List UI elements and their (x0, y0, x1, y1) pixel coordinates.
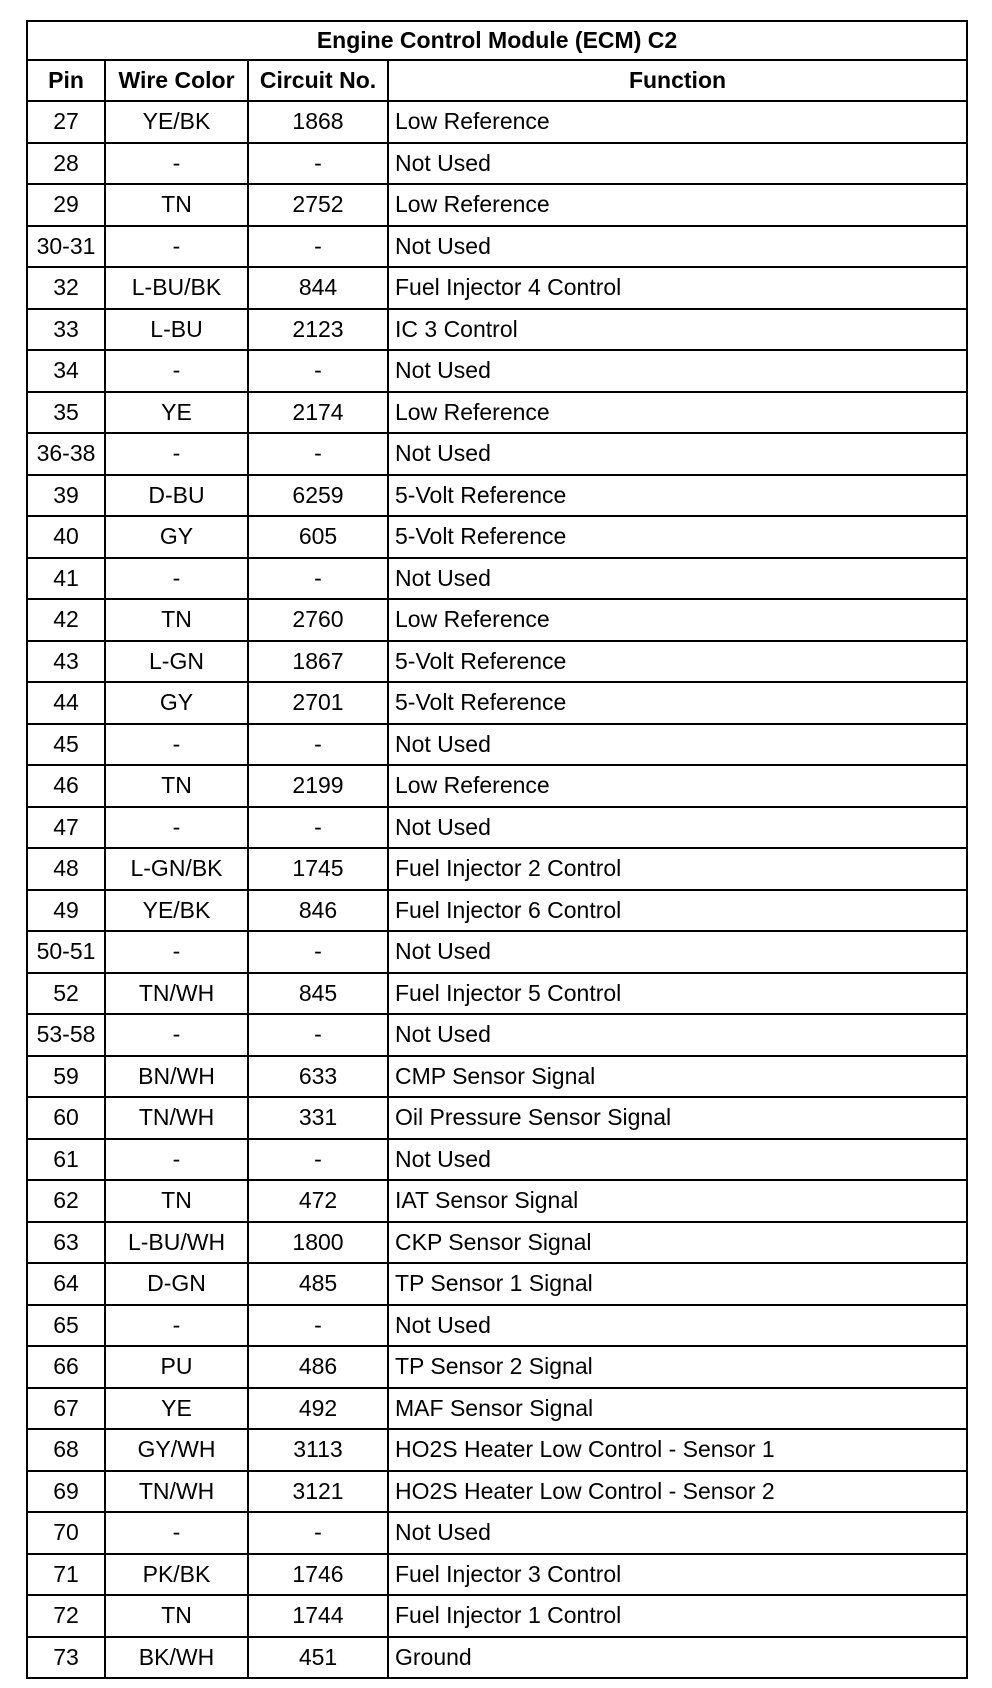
circuit-number-cell: 2174 (248, 392, 388, 434)
pin-cell: 47 (27, 807, 105, 849)
circuit-number-cell: - (248, 724, 388, 766)
circuit-number-cell: 1868 (248, 101, 388, 143)
function-cell: Low Reference (388, 101, 967, 143)
circuit-number-cell: 331 (248, 1097, 388, 1139)
table-title-row (27, 21, 967, 60)
pin-cell: 45 (27, 724, 105, 766)
pin-cell: 66 (27, 1346, 105, 1388)
function-cell: Fuel Injector 6 Control (388, 890, 967, 932)
pin-cell: 70 (27, 1512, 105, 1554)
wire-color-cell: - (105, 807, 248, 849)
circuit-number-cell: 846 (248, 890, 388, 932)
table-row (27, 1305, 967, 1347)
table-row (27, 890, 967, 932)
pin-cell: 27 (27, 101, 105, 143)
column-header-function: Function (388, 60, 967, 101)
pin-cell: 42 (27, 599, 105, 641)
pin-cell: 36-38 (27, 433, 105, 475)
circuit-number-cell: - (248, 1305, 388, 1347)
circuit-number-cell: 1800 (248, 1222, 388, 1264)
wire-color-cell: TN/WH (105, 1471, 248, 1513)
pin-cell: 68 (27, 1429, 105, 1471)
wire-color-cell: YE (105, 1388, 248, 1430)
wire-color-cell: TN (105, 599, 248, 641)
function-cell: Not Used (388, 558, 967, 600)
circuit-number-cell: 2199 (248, 765, 388, 807)
table-row (27, 1056, 967, 1098)
column-header-circuit: Circuit No. (248, 60, 388, 101)
table-row (27, 931, 967, 973)
circuit-number-cell: - (248, 558, 388, 600)
table-row (27, 1388, 967, 1430)
function-cell: Not Used (388, 1014, 967, 1056)
function-cell: 5-Volt Reference (388, 475, 967, 517)
function-cell: Not Used (388, 143, 967, 185)
wire-color-cell: L-BU (105, 309, 248, 351)
column-header-row (27, 60, 967, 101)
pin-cell: 39 (27, 475, 105, 517)
wire-color-cell: - (105, 433, 248, 475)
function-cell: Not Used (388, 807, 967, 849)
wire-color-cell: L-GN/BK (105, 848, 248, 890)
function-cell: Not Used (388, 931, 967, 973)
table-row (27, 516, 967, 558)
wire-color-cell: PU (105, 1346, 248, 1388)
circuit-number-cell: 492 (248, 1388, 388, 1430)
function-cell: Fuel Injector 3 Control (388, 1554, 967, 1596)
table-row (27, 309, 967, 351)
circuit-number-cell: 605 (248, 516, 388, 558)
function-cell: Not Used (388, 433, 967, 475)
wire-color-cell: TN (105, 765, 248, 807)
function-cell: Ground (388, 1637, 967, 1679)
pin-cell: 32 (27, 267, 105, 309)
pin-cell: 67 (27, 1388, 105, 1430)
circuit-number-cell: 485 (248, 1263, 388, 1305)
table-row (27, 1180, 967, 1222)
circuit-number-cell: 2123 (248, 309, 388, 351)
wire-color-cell: D-GN (105, 1263, 248, 1305)
function-cell: IAT Sensor Signal (388, 1180, 967, 1222)
function-cell: HO2S Heater Low Control - Sensor 1 (388, 1429, 967, 1471)
pin-cell: 64 (27, 1263, 105, 1305)
table-row (27, 765, 967, 807)
table-row (27, 1346, 967, 1388)
function-cell: 5-Volt Reference (388, 682, 967, 724)
function-cell: 5-Volt Reference (388, 516, 967, 558)
circuit-number-cell: 3113 (248, 1429, 388, 1471)
function-cell: Low Reference (388, 184, 967, 226)
wire-color-cell: - (105, 1139, 248, 1181)
wire-color-cell: - (105, 143, 248, 185)
table-row (27, 1595, 967, 1637)
pin-cell: 52 (27, 973, 105, 1015)
pin-cell: 46 (27, 765, 105, 807)
function-cell: Not Used (388, 1512, 967, 1554)
pin-cell: 35 (27, 392, 105, 434)
function-cell: Not Used (388, 350, 967, 392)
column-header-pin: Pin (27, 60, 105, 101)
pin-cell: 33 (27, 309, 105, 351)
pin-cell: 48 (27, 848, 105, 890)
wire-color-cell: BN/WH (105, 1056, 248, 1098)
connector-pinout-table (26, 20, 968, 1679)
table-row (27, 1637, 967, 1679)
wire-color-cell: D-BU (105, 475, 248, 517)
wire-color-cell: - (105, 724, 248, 766)
circuit-number-cell: - (248, 1512, 388, 1554)
wire-color-cell: - (105, 931, 248, 973)
function-cell: HO2S Heater Low Control - Sensor 2 (388, 1471, 967, 1513)
circuit-number-cell: 2701 (248, 682, 388, 724)
function-cell: Oil Pressure Sensor Signal (388, 1097, 967, 1139)
circuit-number-cell: 2752 (248, 184, 388, 226)
table-row (27, 682, 967, 724)
pin-cell: 65 (27, 1305, 105, 1347)
wire-color-cell: YE/BK (105, 101, 248, 143)
table-row (27, 226, 967, 268)
function-cell: Fuel Injector 4 Control (388, 267, 967, 309)
table-row (27, 267, 967, 309)
circuit-number-cell: - (248, 350, 388, 392)
table-row (27, 558, 967, 600)
wire-color-cell: GY (105, 516, 248, 558)
table-row (27, 724, 967, 766)
wire-color-cell: - (105, 1512, 248, 1554)
circuit-number-cell: 1746 (248, 1554, 388, 1596)
table-row (27, 599, 967, 641)
pin-cell: 29 (27, 184, 105, 226)
function-cell: Low Reference (388, 765, 967, 807)
function-cell: CKP Sensor Signal (388, 1222, 967, 1264)
wire-color-cell: TN (105, 1180, 248, 1222)
wire-color-cell: GY/WH (105, 1429, 248, 1471)
circuit-number-cell: - (248, 1139, 388, 1181)
wire-color-cell: GY (105, 682, 248, 724)
function-cell: CMP Sensor Signal (388, 1056, 967, 1098)
table-body (27, 101, 967, 1678)
table-row (27, 1263, 967, 1305)
wire-color-cell: L-BU/BK (105, 267, 248, 309)
circuit-number-cell: 2760 (248, 599, 388, 641)
pin-cell: 49 (27, 890, 105, 932)
circuit-number-cell: 472 (248, 1180, 388, 1222)
function-cell: Fuel Injector 1 Control (388, 1595, 967, 1637)
pin-cell: 34 (27, 350, 105, 392)
circuit-number-cell: - (248, 1014, 388, 1056)
function-cell: Fuel Injector 2 Control (388, 848, 967, 890)
wire-color-cell: PK/BK (105, 1554, 248, 1596)
wire-color-cell: L-GN (105, 641, 248, 683)
wire-color-cell: TN/WH (105, 1097, 248, 1139)
table-row (27, 807, 967, 849)
function-cell: Low Reference (388, 599, 967, 641)
table-row (27, 101, 967, 143)
table-row (27, 973, 967, 1015)
circuit-number-cell: 1867 (248, 641, 388, 683)
pin-cell: 73 (27, 1637, 105, 1679)
function-cell: Not Used (388, 226, 967, 268)
function-cell: IC 3 Control (388, 309, 967, 351)
function-cell: TP Sensor 1 Signal (388, 1263, 967, 1305)
pin-cell: 72 (27, 1595, 105, 1637)
wire-color-cell: L-BU/WH (105, 1222, 248, 1264)
pin-cell: 71 (27, 1554, 105, 1596)
circuit-number-cell: - (248, 433, 388, 475)
table-row (27, 1554, 967, 1596)
circuit-number-cell: 6259 (248, 475, 388, 517)
table-row (27, 143, 967, 185)
pin-cell: 61 (27, 1139, 105, 1181)
circuit-number-cell: - (248, 807, 388, 849)
wire-color-cell: TN/WH (105, 973, 248, 1015)
pin-cell: 30-31 (27, 226, 105, 268)
table-row (27, 641, 967, 683)
table-row (27, 1097, 967, 1139)
pin-cell: 69 (27, 1471, 105, 1513)
wire-color-cell: - (105, 350, 248, 392)
pin-cell: 28 (27, 143, 105, 185)
function-cell: Low Reference (388, 392, 967, 434)
wire-color-cell: - (105, 1014, 248, 1056)
function-cell: Fuel Injector 5 Control (388, 973, 967, 1015)
circuit-number-cell: 486 (248, 1346, 388, 1388)
pin-cell: 62 (27, 1180, 105, 1222)
circuit-number-cell: - (248, 226, 388, 268)
wire-color-cell: - (105, 1305, 248, 1347)
pin-cell: 60 (27, 1097, 105, 1139)
table-row (27, 1471, 967, 1513)
pin-cell: 41 (27, 558, 105, 600)
table-row (27, 848, 967, 890)
table-row (27, 475, 967, 517)
pin-cell: 43 (27, 641, 105, 683)
function-cell: Not Used (388, 1139, 967, 1181)
circuit-number-cell: 845 (248, 973, 388, 1015)
circuit-number-cell: 1745 (248, 848, 388, 890)
circuit-number-cell: - (248, 931, 388, 973)
wire-color-cell: TN (105, 184, 248, 226)
wire-color-cell: BK/WH (105, 1637, 248, 1679)
wire-color-cell: - (105, 226, 248, 268)
table-row (27, 1222, 967, 1264)
table-row (27, 433, 967, 475)
function-cell: MAF Sensor Signal (388, 1388, 967, 1430)
wire-color-cell: - (105, 558, 248, 600)
circuit-number-cell: 633 (248, 1056, 388, 1098)
table-row (27, 1512, 967, 1554)
pin-cell: 40 (27, 516, 105, 558)
circuit-number-cell: 1744 (248, 1595, 388, 1637)
wire-color-cell: TN (105, 1595, 248, 1637)
table-title: Engine Control Module (ECM) C2 (27, 21, 967, 60)
pin-cell: 59 (27, 1056, 105, 1098)
wire-color-cell: YE/BK (105, 890, 248, 932)
pin-cell: 44 (27, 682, 105, 724)
function-cell: Not Used (388, 1305, 967, 1347)
table-row (27, 184, 967, 226)
table-row (27, 350, 967, 392)
function-cell: Not Used (388, 724, 967, 766)
circuit-number-cell: 451 (248, 1637, 388, 1679)
table-row (27, 1014, 967, 1056)
circuit-number-cell: 3121 (248, 1471, 388, 1513)
table-row (27, 1139, 967, 1181)
pin-cell: 63 (27, 1222, 105, 1264)
table-row (27, 1429, 967, 1471)
pin-cell: 50-51 (27, 931, 105, 973)
function-cell: 5-Volt Reference (388, 641, 967, 683)
table-row (27, 392, 967, 434)
pin-cell: 53-58 (27, 1014, 105, 1056)
function-cell: TP Sensor 2 Signal (388, 1346, 967, 1388)
column-header-wire-color: Wire Color (105, 60, 248, 101)
wire-color-cell: YE (105, 392, 248, 434)
circuit-number-cell: - (248, 143, 388, 185)
circuit-number-cell: 844 (248, 267, 388, 309)
